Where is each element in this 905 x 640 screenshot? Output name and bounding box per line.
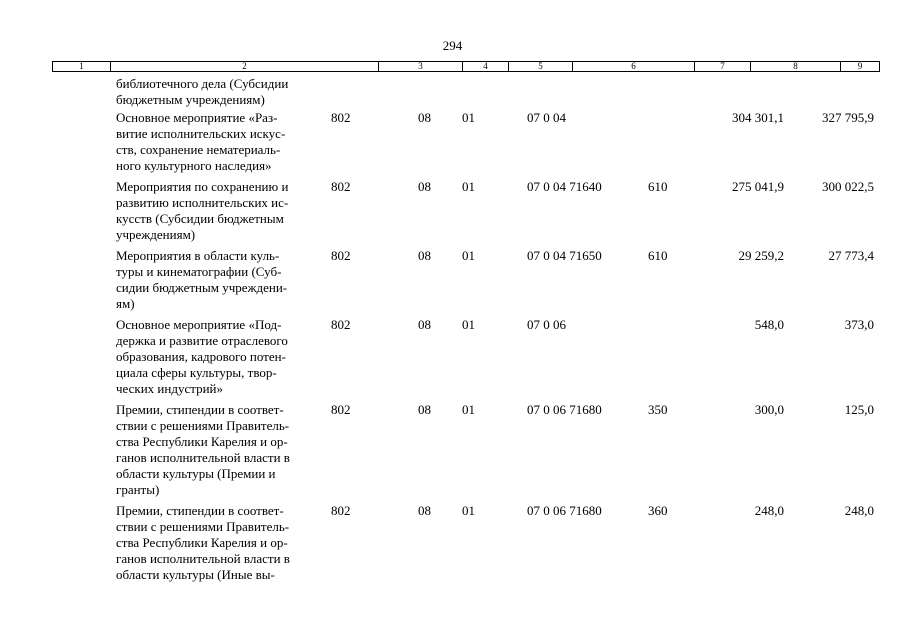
cell-amount-year1: 275 041,9: [732, 179, 784, 194]
header-col-9: 9: [840, 61, 880, 72]
cell-amount-year1: 248,0: [754, 503, 784, 518]
cell-section: 08: [418, 248, 431, 263]
row-name-line: ческих индустрий»: [116, 381, 223, 396]
cell-admin-code: 802: [331, 402, 351, 417]
cell-expense-type: 360: [648, 503, 668, 518]
cell-expense-type: 350: [648, 402, 668, 417]
header-col-4: 4: [462, 61, 508, 72]
cell-subsection: 01: [462, 317, 475, 332]
cell-amount-year2: 125,0: [844, 402, 874, 417]
header-col-3: 3: [378, 61, 462, 72]
cell-admin-code: 802: [331, 317, 351, 332]
continuation-line: библиотечного дела (Субсидии: [116, 76, 289, 91]
row-name-line: области культуры (Премии и: [116, 466, 276, 481]
cell-amount-year1: 304 301,1: [732, 110, 784, 125]
cell-target-article: 07 0 06: [527, 317, 566, 332]
header-col-8: 8: [750, 61, 840, 72]
row-name-line: гранты): [116, 482, 160, 497]
cell-admin-code: 802: [331, 248, 351, 263]
cell-amount-year2: 373,0: [844, 317, 874, 332]
header-col-1: 1: [52, 61, 110, 72]
row-name-line: ям): [116, 296, 135, 311]
continuation-line: бюджетным учреждениям): [116, 92, 265, 107]
page-number: 294: [442, 38, 463, 53]
cell-section: 08: [418, 179, 431, 194]
row-name-line: сидии бюджетным учреждени-: [116, 280, 288, 295]
cell-section: 08: [418, 110, 431, 125]
row-name-line: Премии, стипендии в соответ-: [116, 503, 284, 518]
cell-section: 08: [418, 317, 431, 332]
cell-target-article: 07 0 04 71640: [527, 179, 602, 194]
cell-amount-year2: 248,0: [844, 503, 874, 518]
row-name-line: Премии, стипендии в соответ-: [116, 402, 284, 417]
header-col-2: 2: [110, 61, 378, 72]
header-col-6: 6: [572, 61, 694, 72]
cell-admin-code: 802: [331, 110, 351, 125]
row-name-line: держка и развитие отраслевого: [116, 333, 288, 348]
cell-subsection: 01: [462, 110, 475, 125]
cell-section: 08: [418, 503, 431, 518]
row-name-line: ства Республики Карелия и ор-: [116, 434, 288, 449]
row-name-line: Мероприятия по сохранению и: [116, 179, 289, 194]
cell-amount-year2: 300 022,5: [822, 179, 874, 194]
row-name-line: Основное мероприятие «Раз-: [116, 110, 278, 125]
row-name-line: витие исполнительских искус-: [116, 126, 286, 141]
cell-amount-year1: 300,0: [754, 402, 784, 417]
cell-target-article: 07 0 04: [527, 110, 566, 125]
cell-subsection: 01: [462, 179, 475, 194]
cell-subsection: 01: [462, 248, 475, 263]
row-name-line: образования, кадрового потен-: [116, 349, 286, 364]
row-name-line: ствии с решениями Правитель-: [116, 519, 290, 534]
row-name-line: ганов исполнительной власти в: [116, 450, 290, 465]
cell-admin-code: 802: [331, 179, 351, 194]
cell-expense-type: 610: [648, 248, 668, 263]
row-name-line: Основное мероприятие «Под-: [116, 317, 282, 332]
cell-target-article: 07 0 04 71650: [527, 248, 602, 263]
row-name-line: Мероприятия в области куль-: [116, 248, 280, 263]
cell-expense-type: 610: [648, 179, 668, 194]
header-col-7: 7: [694, 61, 750, 72]
row-name-line: кусств (Субсидии бюджетным: [116, 211, 284, 226]
cell-subsection: 01: [462, 503, 475, 518]
column-number-header: [52, 61, 880, 72]
cell-section: 08: [418, 402, 431, 417]
cell-amount-year1: 548,0: [754, 317, 784, 332]
cell-amount-year1: 29 259,2: [738, 248, 784, 263]
cell-amount-year2: 327 795,9: [822, 110, 874, 125]
row-name-line: ства Республики Карелия и ор-: [116, 535, 288, 550]
cell-admin-code: 802: [331, 503, 351, 518]
header-col-5: 5: [508, 61, 572, 72]
row-name-line: ганов исполнительной власти в: [116, 551, 290, 566]
row-name-line: ствии с решениями Правитель-: [116, 418, 290, 433]
row-name-line: развитию исполнительских ис-: [116, 195, 289, 210]
cell-target-article: 07 0 06 71680: [527, 503, 602, 518]
row-name-line: ств, сохранение нематериаль-: [116, 142, 281, 157]
row-name-line: туры и кинематографии (Суб-: [116, 264, 282, 279]
cell-target-article: 07 0 06 71680: [527, 402, 602, 417]
cell-amount-year2: 27 773,4: [828, 248, 874, 263]
row-name-line: учреждениям): [116, 227, 196, 242]
row-name-line: ного культурного наследия»: [116, 158, 272, 173]
cell-subsection: 01: [462, 402, 475, 417]
row-name-line: области культуры (Иные вы-: [116, 567, 275, 582]
row-name-line: циала сферы культуры, твор-: [116, 365, 277, 380]
